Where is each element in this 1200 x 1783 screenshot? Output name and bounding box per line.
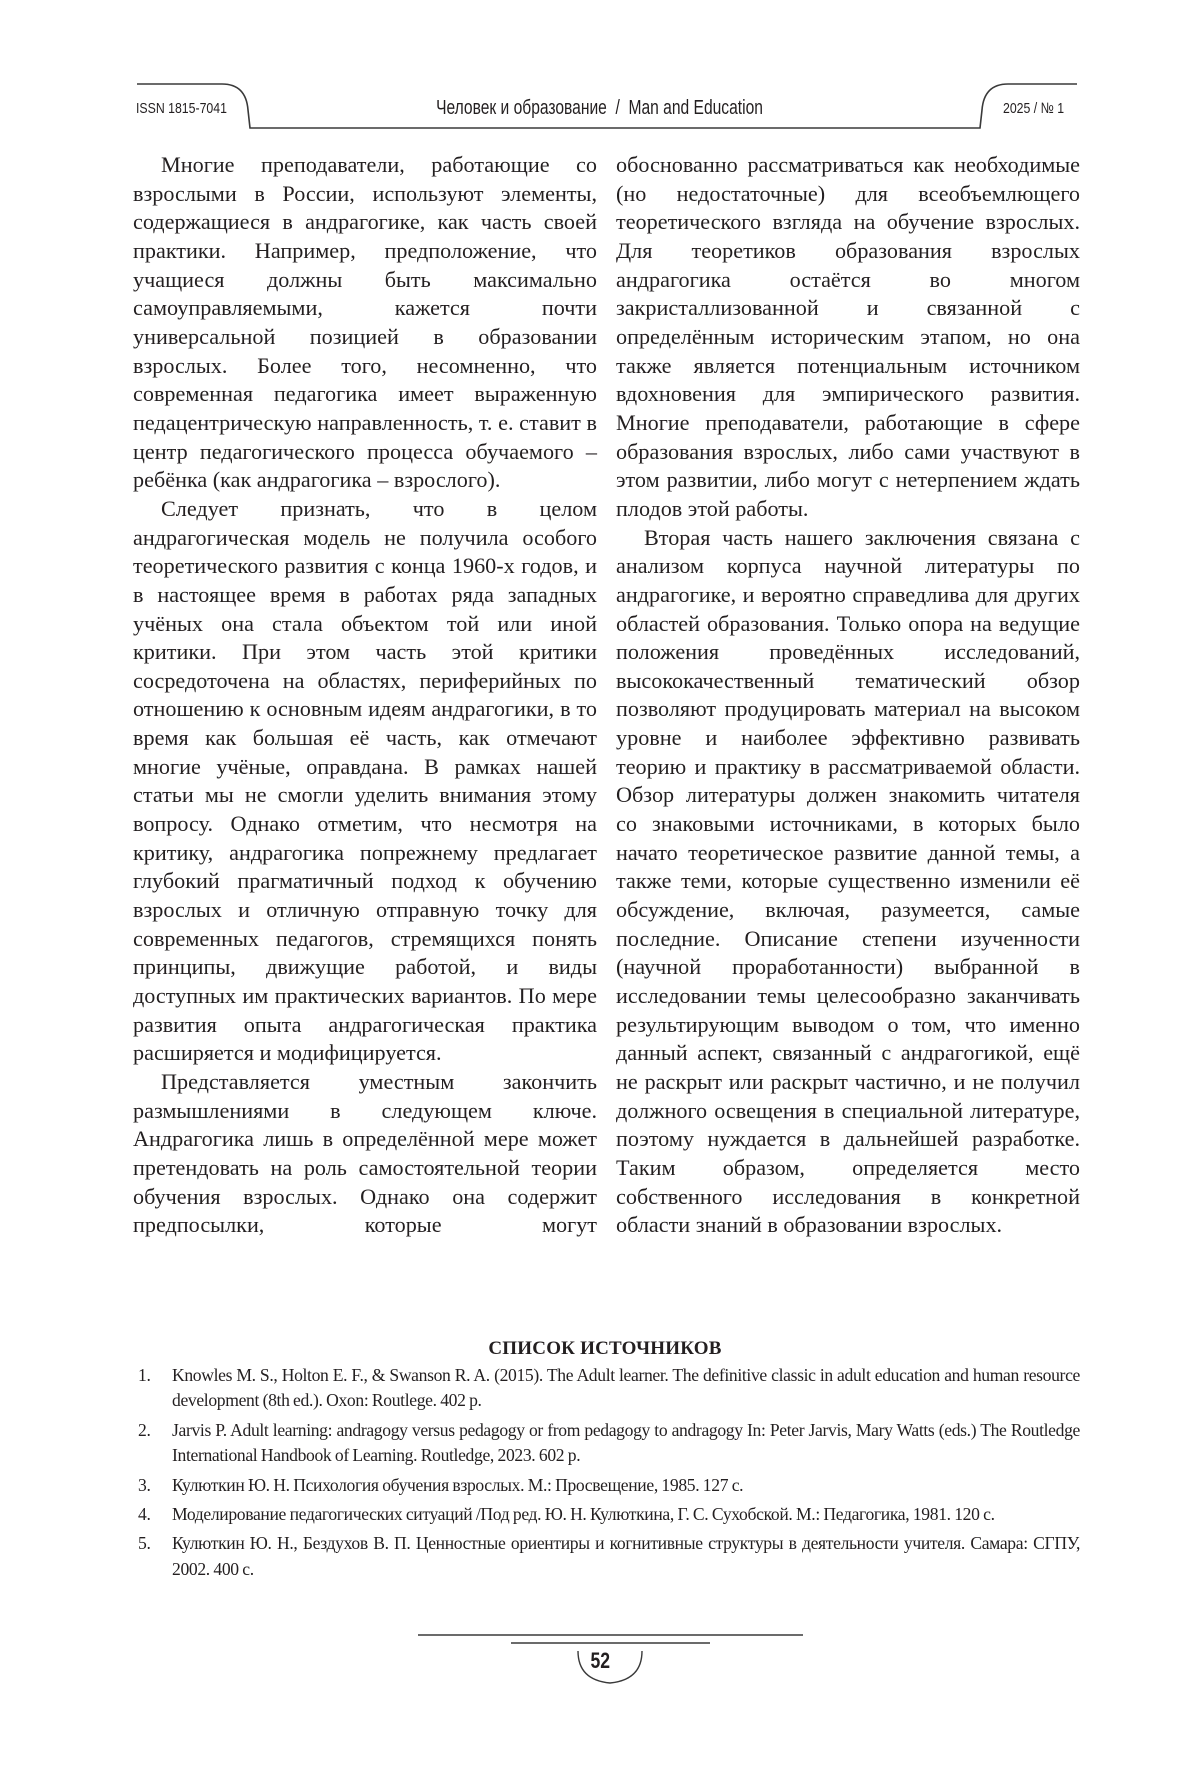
reference-number: 3. [138, 1474, 151, 1495]
running-header [0, 0, 1200, 140]
reference-item [130, 1418, 1080, 1469]
issn-label: ISSN 1815-7041 [136, 100, 227, 117]
paragraph-continued: обоснованно рассматриваться как необходимые (но недостаточные) для всеобъемлющего теоретического взгляда на обучение взрослых. Для теоретиков образования взрослых андрагогика остаётся во многом закристаллизованной и связанной с определённым историческим этапом, но она также является потенциальным источником вдохновения для эмпирического развития. Многие преподаватели, работающие в сфере образования взрослых, либо сами участвуют в этом развитии, либо могут с нетерпением ждать плодов этой работы. [616, 152, 1080, 521]
references-list [130, 1363, 1080, 1582]
reference-number: 4. [138, 1504, 151, 1525]
reference-text: Jarvis P. Adult learning: andragogy versus pedagogy or from pedagogy to andragogy In: Peter Jarvis, Mary Watts (eds.) The Routledge International Handbook of Learning. Routledge, 2023. 602 p. [172, 1419, 1080, 1466]
reference-item [130, 1531, 1080, 1582]
reference-item [130, 1473, 1080, 1498]
paragraph: Многие преподаватели, работающие со взрослыми в России, используют элементы, содержащиеся в андрагогике, как часть своей практики. Например, предположение, что учащиеся должны быть максимально самоуправляемыми, кажется почти универсальной позицией в образовании взрослых. Более того, несомненно, что современная педагогика имеет выраженную педацентрическую направленность, т. е. ставит в центр педагогического процесса обучаемого – ребёнка (как андрагогика – взрослого). [133, 152, 597, 493]
right-column [616, 151, 1080, 1240]
reference-number: 2. [138, 1419, 151, 1440]
reference-number: 1. [138, 1365, 151, 1385]
reference-item [130, 1363, 1080, 1414]
paragraph: Представляется уместным закончить размышлениями в следующем ключе. Андрагогика лишь в определённой мере может претендовать на роль самостоятельной теории обучения взрослых. Однако она содержит предпосылки, которые могут [133, 1069, 597, 1238]
left-column [133, 151, 597, 1240]
references-section [130, 1338, 1080, 1586]
article-body [133, 151, 1080, 1240]
reference-text: Knowles M. S., Holton E. F., & Swanson R. A. (2015). The Adult learner. The definitive classic in adult education and human resource development (8th ed.). Oxon: Routlege. 402 p. [172, 1365, 1080, 1411]
reference-number: 5. [138, 1533, 151, 1554]
reference-text: Моделирование педагогических ситуаций /Под ред. Ю. Н. Кулюткина, Г. С. Сухобской. М.: Педагогика, 1981. 120 с. [172, 1504, 995, 1525]
page-number-text: 52 [590, 1648, 610, 1673]
issue-label: 2025 / № 1 [1003, 100, 1065, 117]
paragraph: Вторая часть нашего заключения связана с анализом корпуса научной литературы по андрагогике, и вероятно справедлива для других областей образования. Только опора на ведущие положения проведённых исследований, высококачественный тематический обзор позволяют продуцировать материал на высоком уровне и наиболее эффективно развивать теорию и практику в рассматриваемой области. Обзор литературы должен знакомить читателя со знаковыми источниками, в которых было начато теоретическое развитие данной темы, а также теми, которые существенно изменили её обсуждение, включая, разумеется, самые последние. Описание степени изученности (научной проработанности) выбранной в исследовании темы целесообразно заканчивать результирующим выводом о том, что именно данный аспект, связанный с андрагогикой, ещё не раскрыт или раскрыт частично, и не получил должного освещения в специальной литературе, поэтому нуждается в дальнейшей разработке. Таким образом, определяется место собственного исследования в конкретной области знаний в образовании взрослых. [616, 524, 1080, 1238]
references-heading: СПИСОК ИСТОЧНИКОВ [488, 1338, 722, 1359]
reference-item [130, 1502, 1080, 1527]
reference-text: Кулюткин Ю. Н. Психология обучения взрослых. М.: Просвещение, 1985. 127 с. [172, 1474, 744, 1495]
paragraph: Следует признать, что в целом андрагогическая модель не получила особого теоретического развития с конца 1960-х годов, и в настоящее время в работах ряда западных учёных она стала объектом той или иной критики. При этом часть этой критики сосредоточена на областях, периферийных по отношению к основным идеям андрагогики, в то время как большая её часть, как отмечают многие учёные, оправдана. В рамках нашей статьи мы не смогли уделить внимания этому вопросу. Однако отметим, что несмотря на критику, андрагогика попрежнему предлагает глубокий прагматичный подход к обучению взрослых и отличную отправную точку для современных педагогов, стремящихся понять принципы, движущие работой, и виды доступных им практических вариантов. По мере развития опыта андрагогическая практика расширяется и модифицируется. [133, 495, 597, 1066]
reference-text: Кулюткин Ю. Н., Бездухов В. П. Ценностные ориентиры и когнитивные структуры в деятельности учителя. Самара: СГПУ, 2002. 400 с. [172, 1533, 1080, 1579]
journal-title-text: Человек и образование / Man and Education [436, 97, 764, 119]
page-number [0, 1648, 1200, 1674]
